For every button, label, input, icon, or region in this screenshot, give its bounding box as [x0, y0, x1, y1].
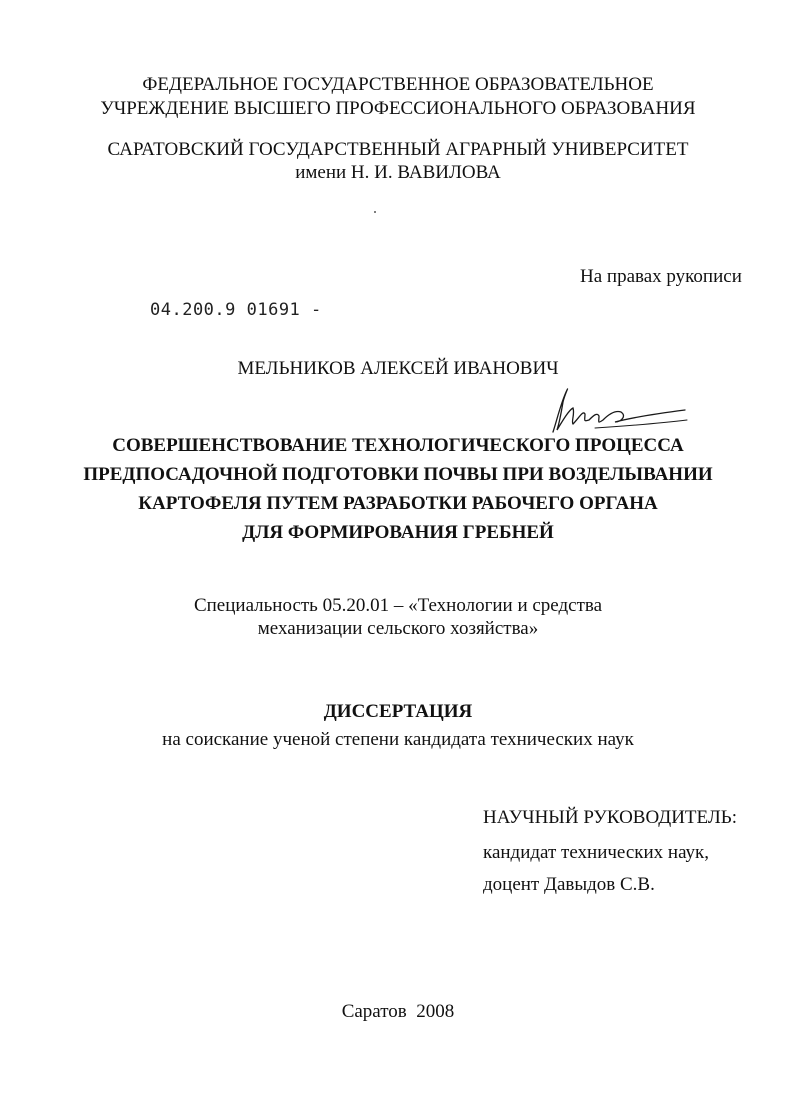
thesis-title-line-4: ДЛЯ ФОРМИРОВАНИЯ ГРЕБНЕЙ — [242, 522, 554, 543]
dissertation-heading: ДИССЕРТАЦИЯ — [323, 701, 473, 722]
library-stamp-text: 04.200.9 01691 — [150, 300, 301, 320]
thesis-title-line-3: КАРТОФЕЛЯ ПУТЕМ РАЗРАБОТКИ РАБОЧЕГО ОРГАНА — [138, 493, 658, 514]
university-name-line-2: имени Н. И. ВАВИЛОВА — [295, 162, 501, 183]
speck-mark — [374, 211, 376, 213]
thesis-title-line-2: ПРЕДПОСАДОЧНОЙ ПОДГОТОВКИ ПОЧВЫ ПРИ ВОЗДЕЛЫВАНИИ — [83, 464, 713, 485]
university-name-line-1: САРАТОВСКИЙ ГОСУДАРСТВЕННЫЙ АГРАРНЫЙ УНИВЕРСИТЕТ — [107, 139, 689, 160]
dissertation-subtitle: на соискание ученой степени кандидата технических наук — [162, 729, 634, 750]
supervisor-degree: кандидат технических наук, — [483, 842, 710, 863]
rights-note: На правах рукописи — [580, 266, 742, 287]
institution-header-line-1: ФЕДЕРАЛЬНОЕ ГОСУДАРСТВЕННОЕ ОБРАЗОВАТЕЛЬНОЕ — [142, 74, 654, 95]
institution-header-line-2: УЧРЕЖДЕНИЕ ВЫСШЕГО ПРОФЕССИОНАЛЬНОГО ОБРАЗОВАНИЯ — [100, 98, 696, 119]
library-stamp-number — [150, 300, 322, 320]
city-year: Саратов 2008 — [341, 1001, 455, 1022]
specialty-line-1: Специальность 05.20.01 – «Технологии и средства — [193, 595, 603, 616]
supervisor-heading: НАУЧНЫЙ РУКОВОДИТЕЛЬ: — [483, 807, 737, 828]
stamp-tick-mark: - — [311, 300, 322, 320]
thesis-title-line-1: СОВЕРШЕНСТВОВАНИЕ ТЕХНОЛОГИЧЕСКОГО ПРОЦЕССА — [112, 435, 684, 456]
specialty-line-2: механизации сельского хозяйства» — [257, 618, 539, 639]
author-name: МЕЛЬНИКОВ АЛЕКСЕЙ ИВАНОВИЧ — [237, 358, 559, 379]
supervisor-name: доцент Давыдов С.В. — [483, 874, 655, 895]
